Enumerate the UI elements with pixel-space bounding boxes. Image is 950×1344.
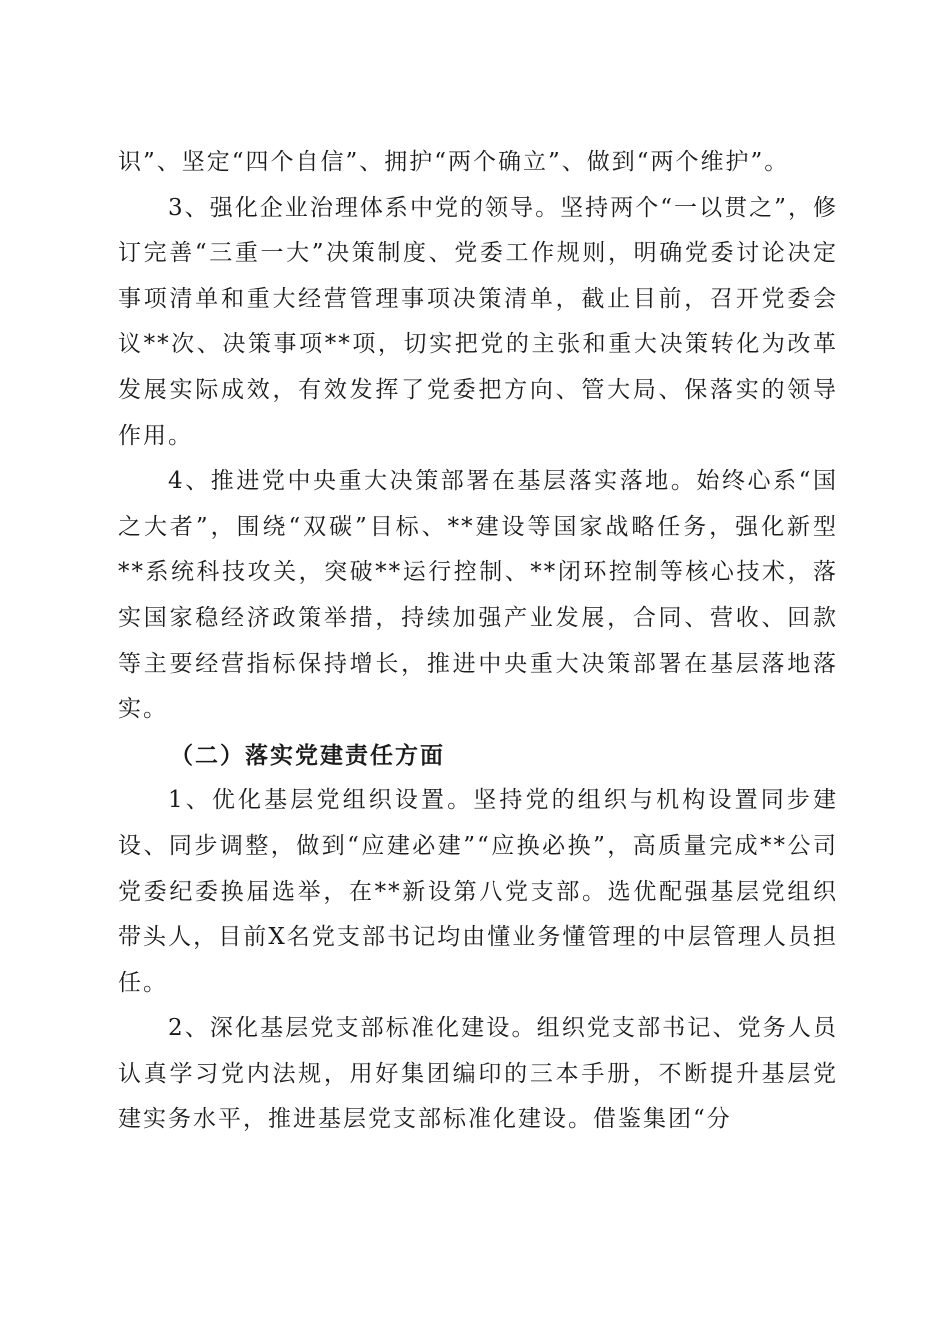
section-heading: （二）落实党建责任方面: [170, 741, 445, 769]
paragraph-item-4: 4、推进党中央重大决策部署在基层落实落地。始终心系“国之大者”，围绕“双碳”目标、**建设等国家战略任务，强化新型**系统科技攻关，突破**运行控制、**闭环控制等核心技术，落实国家稳经济政策举措，持续加强产业发展，合同、营收、回款等主要经营指标保持增长，推进中央重大决策部署在基层落地落实。: [118, 468, 838, 723]
paragraph-continuation: 识”、坚定“四个自信”、拥护“两个确立”、做到“两个维护”。: [118, 149, 790, 175]
paragraph-item-3: 3、强化企业治理体系中党的领导。坚持两个“一以贯之”，修订完善“三重一大”决策制度、党委工作规则，明确党委讨论决定事项清单和重大经营管理事项决策清单，截止目前，召开党委会议**次、决策事项**项，切实把党的主张和重大决策转化为改革发展实际成效，有效发挥了党委把方向、管大局、保落实的领导作用。: [118, 194, 838, 449]
document-body: [118, 140, 838, 1143]
paragraph-item-2: 2、深化基层党支部标准化建设。组织党支部书记、党务人员认真学习党内法规，用好集团编印的三本手册，不断提升基层党建实务水平，推进基层党支部标准化建设。借鉴集团“分: [118, 1015, 838, 1133]
paragraph-item-1: 1、优化基层党组织设置。坚持党的组织与机构设置同步建设、同步调整，做到“应建必建”“应换必换”，高质量完成**公司党委纪委换届选举，在**新设第八党支部。选优配强基层党组织带头人，目前X名党支部书记均由懂业务懂管理的中层管理人员担任。: [118, 787, 838, 996]
